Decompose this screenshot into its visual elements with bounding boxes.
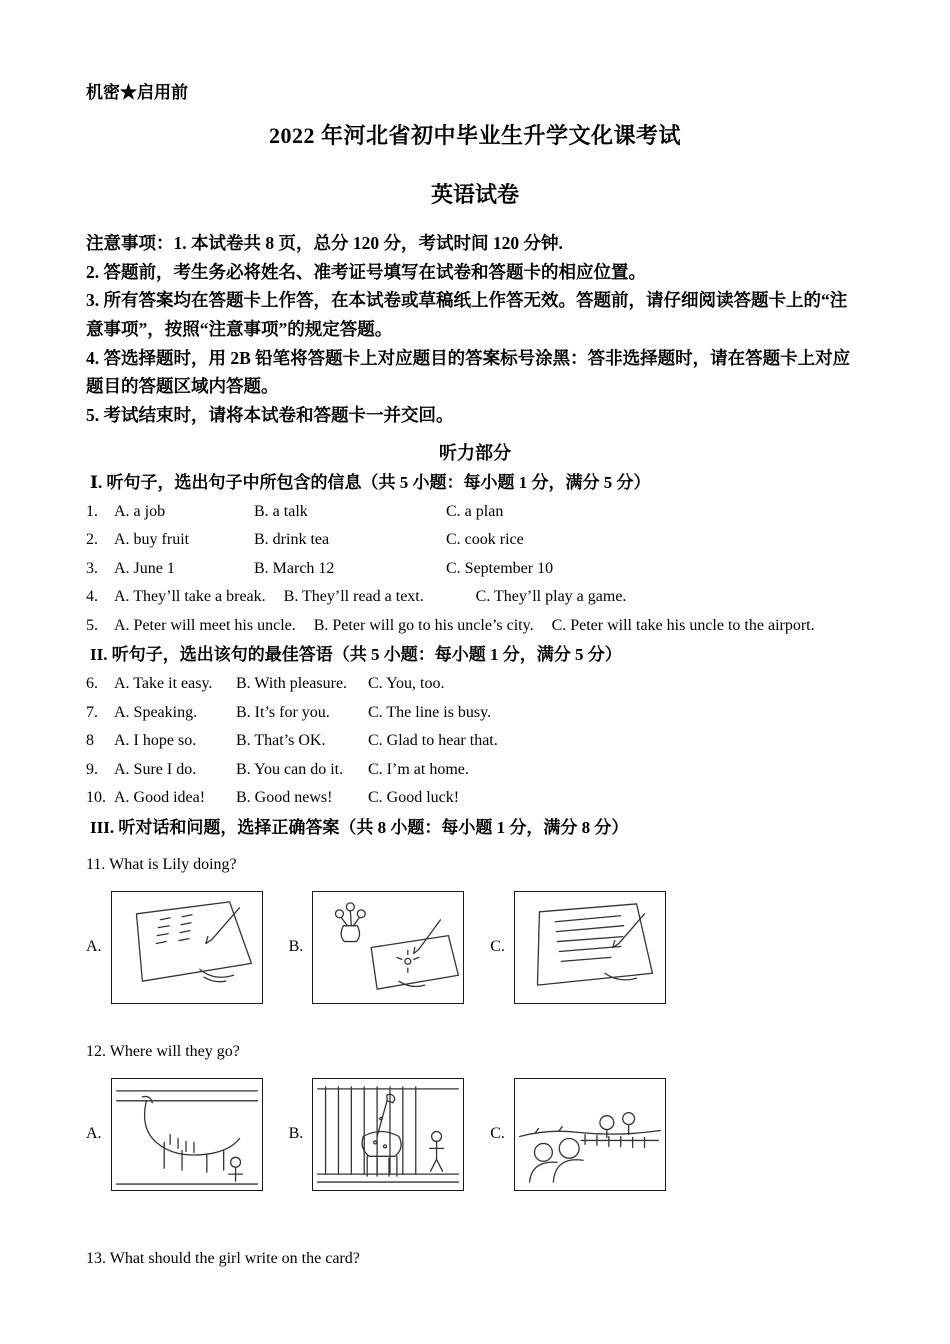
option-a: A. They’ll take a break. bbox=[114, 588, 266, 606]
question-row bbox=[86, 756, 864, 785]
instruction-line: 2. 答题前，考生务必将姓名、准考证号填写在试卷和答题卡的相应位置。 bbox=[86, 261, 646, 282]
option-b: B. With pleasure. bbox=[236, 675, 348, 693]
choice-a bbox=[86, 891, 263, 1004]
listening-part-2 bbox=[86, 640, 864, 813]
question-number: 2. bbox=[86, 531, 98, 549]
question-number: 6. bbox=[86, 675, 98, 693]
question-13-prompt: 13. What should the girl write on the card? bbox=[86, 1249, 360, 1267]
question-row bbox=[86, 498, 864, 527]
option-a: A. a job bbox=[114, 502, 166, 520]
instruction-line: 4. 答选择题时，用 2B 铅笔将答题卡上对应题目的答案标号涂黑：答非选择题时，请在答题卡上对应题目的答题区域内答题。 bbox=[86, 347, 851, 397]
instruction-line: 3. 所有答案均在答题卡上作答，在本试卷或草稿纸上作答无效。答题前，请仔细阅读答题卡上的“注意事项”，按照“注意事项”的规定答题。 bbox=[86, 290, 848, 340]
drawing-flowers-illustration bbox=[312, 891, 464, 1004]
question-11-choices bbox=[86, 891, 864, 1004]
option-b: B. drink tea bbox=[254, 531, 330, 549]
option-c: C. Glad to hear that. bbox=[368, 732, 498, 750]
choice-label: A. bbox=[86, 1125, 102, 1143]
exam-title: 2022 年河北省初中毕业生升学文化课考试 bbox=[268, 123, 681, 148]
instruction-line: 5. 考试结束时，请将本试卷和答题卡一并交回。 bbox=[86, 405, 454, 426]
question-12-prompt: 12. Where will they go? bbox=[86, 1042, 240, 1060]
security-marking: 机密★启用前 bbox=[86, 83, 188, 102]
listening-part-1 bbox=[86, 468, 864, 641]
question-number: 5. bbox=[86, 616, 98, 634]
option-a: A. Speaking. bbox=[114, 703, 198, 721]
option-c: C. Good luck! bbox=[368, 789, 460, 807]
part-3-heading: III. 听对话和问题，选择正确答案（共 8 小题：每小题 1 分，满分 8 分） bbox=[90, 817, 629, 837]
option-c: C. I’m at home. bbox=[368, 760, 469, 778]
question-number: 7. bbox=[86, 703, 98, 721]
choice-label: B. bbox=[288, 1125, 304, 1143]
question-12-choices bbox=[86, 1078, 864, 1191]
option-c: C. Peter will take his uncle to the airport. bbox=[551, 616, 815, 634]
question-row bbox=[86, 727, 864, 756]
question-number: 9. bbox=[86, 760, 98, 778]
option-c: C. The line is busy. bbox=[368, 703, 492, 721]
part-1-heading: Ⅰ. 听句子，选出句子中所包含的信息（共 5 小题：每小题 1 分，满分 5 分） bbox=[90, 472, 651, 492]
choice-c bbox=[490, 1078, 666, 1191]
choice-label: A. bbox=[86, 938, 102, 956]
zoo-giraffe-illustration bbox=[312, 1078, 464, 1191]
writing-characters-illustration bbox=[111, 891, 263, 1004]
dinosaur-museum-illustration bbox=[111, 1078, 263, 1191]
park-outdoors-illustration bbox=[514, 1078, 666, 1191]
question-11-prompt: 11. What is Lily doing? bbox=[86, 855, 237, 873]
section-title-listening: 听力部分 bbox=[439, 442, 511, 463]
question-number: 4. bbox=[86, 588, 98, 606]
question-row bbox=[86, 583, 864, 612]
question-row bbox=[86, 670, 864, 699]
choice-label: C. bbox=[490, 938, 505, 956]
question-number: 10. bbox=[86, 789, 106, 807]
option-a: A. Take it easy. bbox=[114, 675, 213, 693]
option-b: B. That’s OK. bbox=[236, 732, 326, 750]
option-c: C. a plan bbox=[446, 502, 504, 520]
option-c: C. September 10 bbox=[446, 559, 554, 577]
question-number: 3. bbox=[86, 559, 98, 577]
option-b: B. They’ll read a text. bbox=[283, 588, 424, 606]
option-a: A. Good idea! bbox=[114, 789, 206, 807]
exam-subtitle: 英语试卷 bbox=[430, 182, 519, 207]
option-a: A. buy fruit bbox=[114, 531, 190, 549]
question-row bbox=[86, 555, 864, 584]
option-a: A. June 1 bbox=[114, 559, 175, 577]
option-b: B. a talk bbox=[254, 502, 308, 520]
option-a: A. I hope so. bbox=[114, 732, 197, 750]
question-number: 8 bbox=[86, 732, 94, 750]
exam-page bbox=[86, 78, 864, 1273]
listening-part-3 bbox=[86, 813, 864, 1273]
option-b: B. It’s for you. bbox=[236, 703, 330, 721]
writing-letter-illustration bbox=[514, 891, 666, 1004]
option-b: B. March 12 bbox=[254, 559, 335, 577]
part-2-heading: II. 听句子，选出该句的最佳答语（共 5 小题：每小题 1 分，满分 5 分） bbox=[90, 645, 622, 665]
question-number: 1. bbox=[86, 502, 98, 520]
option-c: C. cook rice bbox=[446, 531, 524, 549]
instruction-line: 注意事项：1. 本试卷共 8 页，总分 120 分，考试时间 120 分钟. bbox=[86, 233, 563, 253]
option-a: A. Sure I do. bbox=[114, 760, 197, 778]
choice-label: C. bbox=[490, 1125, 505, 1143]
question-row bbox=[86, 699, 864, 728]
question-row bbox=[86, 784, 864, 813]
option-b: B. Peter will go to his uncle’s city. bbox=[313, 616, 534, 634]
question-row bbox=[86, 526, 864, 555]
choice-b bbox=[289, 1078, 465, 1191]
choice-b bbox=[289, 891, 465, 1004]
option-b: B. You can do it. bbox=[236, 760, 344, 778]
choice-c bbox=[490, 891, 666, 1004]
exam-instructions bbox=[86, 229, 864, 430]
option-c: C. They’ll play a game. bbox=[475, 588, 627, 606]
question-row bbox=[86, 612, 864, 641]
option-c: C. You, too. bbox=[368, 675, 445, 693]
option-a: A. Peter will meet his uncle. bbox=[114, 616, 296, 634]
option-b: B. Good news! bbox=[236, 789, 333, 807]
choice-a bbox=[86, 1078, 263, 1191]
choice-label: B. bbox=[288, 938, 304, 956]
